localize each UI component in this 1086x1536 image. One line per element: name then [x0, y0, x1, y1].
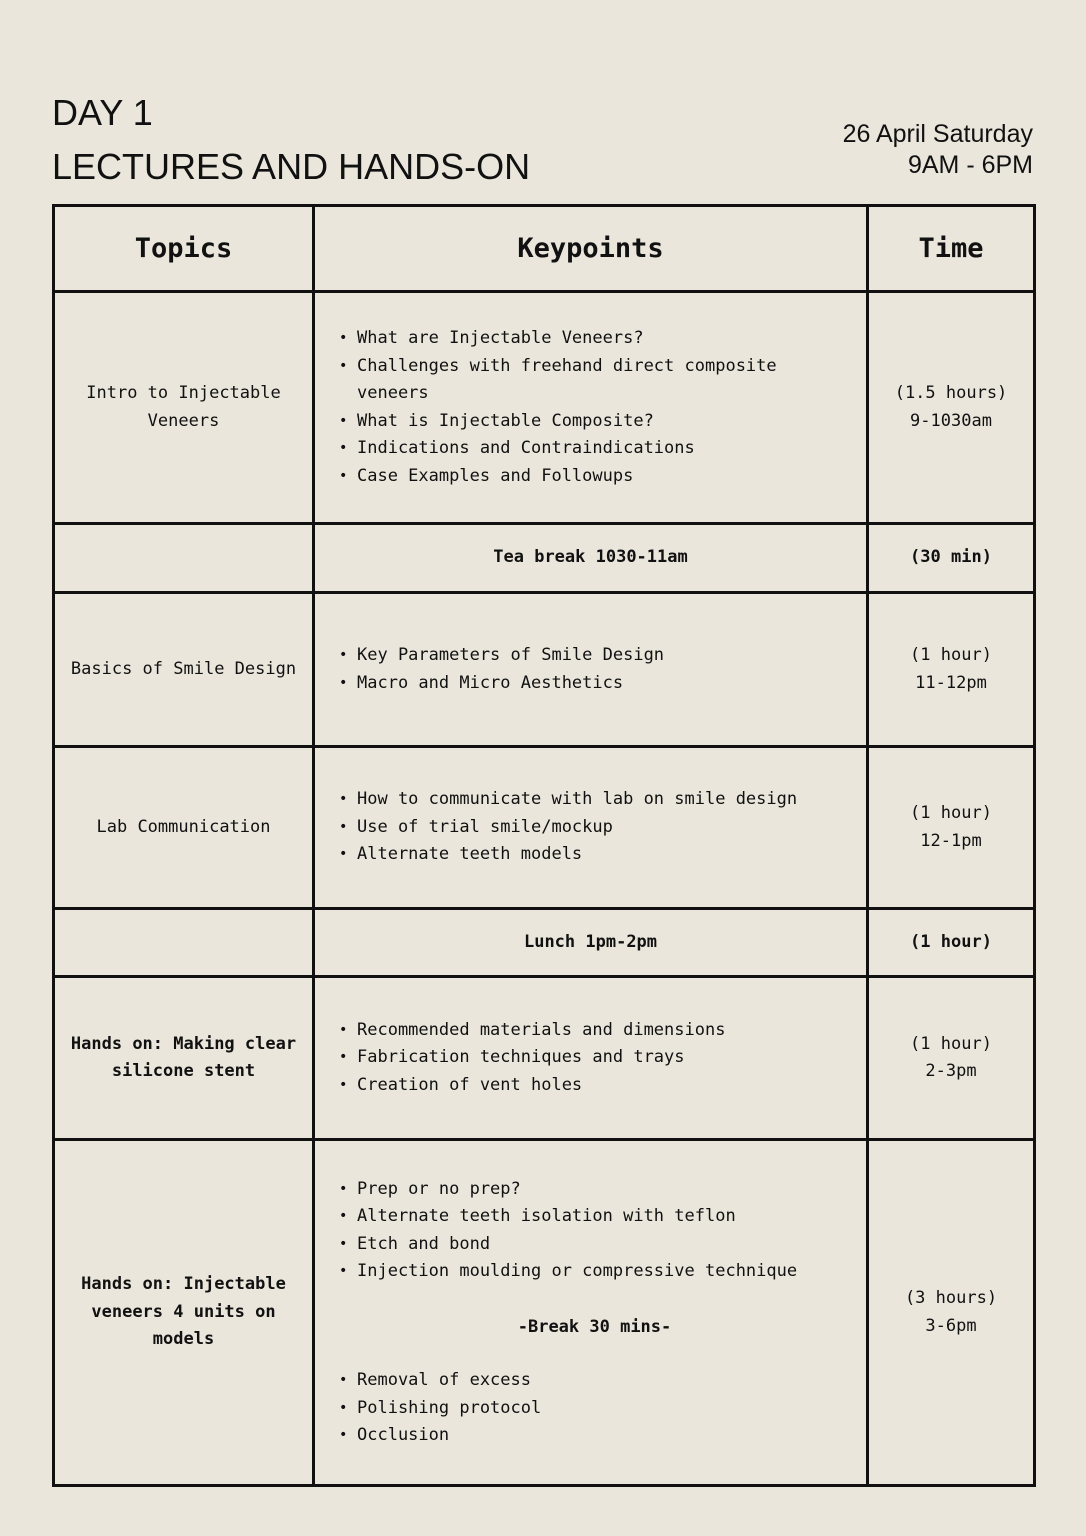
- table-row: [54, 593, 1035, 747]
- duration-text: (1 hour): [910, 803, 992, 823]
- header-topics: Topics: [54, 206, 314, 292]
- duration-text: (1.5 hours): [894, 383, 1008, 403]
- break-row: [54, 524, 1035, 593]
- time-range-text: 11-12pm: [915, 672, 987, 693]
- list-item: • Etch and bond: [357, 1231, 856, 1259]
- time-cell: [868, 292, 1035, 524]
- time-range-text: 12-1pm: [920, 830, 982, 851]
- time-cell: [868, 747, 1035, 909]
- table-row: [54, 292, 1035, 524]
- list-item: • Injection moulding or compressive technique: [357, 1258, 856, 1286]
- break-label: Tea break 1030-11am: [314, 524, 868, 593]
- list-item: • How to communicate with lab on smile design: [357, 786, 856, 814]
- event-date: 26 April Saturday: [842, 120, 1033, 148]
- day-title: DAY 1: [52, 92, 153, 133]
- topic-cell: Lab Communication: [54, 747, 314, 909]
- list-item: • Alternate teeth isolation with teflon: [357, 1203, 856, 1231]
- empty-topic-cell: [54, 909, 314, 977]
- time-cell: [868, 1140, 1035, 1486]
- event-hours: 9AM - 6PM: [907, 151, 1033, 179]
- duration-text: (1 hour): [910, 1033, 992, 1054]
- topic-cell: Basics of Smile Design: [54, 593, 314, 747]
- break-duration: (1 hour): [868, 909, 1035, 977]
- page-heading: [52, 86, 530, 194]
- list-item: • Case Examples and Followups: [357, 463, 856, 491]
- keypoints-cell: [314, 292, 868, 524]
- inner-break-label: -Break 30 mins-: [517, 1316, 672, 1337]
- break-label: Lunch 1pm-2pm: [314, 909, 868, 977]
- list-item: • What is Injectable Composite?: [357, 408, 856, 436]
- list-item: • Removal of excess: [357, 1367, 856, 1395]
- list-item: • Occlusion: [357, 1422, 856, 1450]
- keypoints-cell: [314, 593, 868, 747]
- date-block: [843, 119, 1033, 181]
- time-cell: [868, 977, 1035, 1140]
- empty-topic-cell: [54, 524, 314, 593]
- keypoints-cell: [314, 977, 868, 1140]
- list-item: • Challenges with freehand direct composite veneers: [357, 353, 856, 408]
- duration-text: (1 hour): [910, 645, 992, 665]
- list-item: • Prep or no prep?: [357, 1176, 856, 1204]
- break-duration: (30 min): [868, 524, 1035, 593]
- table-row: [54, 977, 1035, 1140]
- time-cell: [868, 593, 1035, 747]
- schedule-table: [52, 204, 1036, 1487]
- keypoints-list: [333, 1017, 856, 1100]
- list-item: • Indications and Contraindications: [357, 435, 856, 463]
- keypoints-list: [333, 786, 856, 869]
- list-item: • Recommended materials and dimensions: [357, 1017, 856, 1045]
- header-time: Time: [868, 206, 1035, 292]
- keypoints-list: [333, 1176, 856, 1286]
- topic-cell: Hands on: Injectable veneers 4 units on models: [54, 1140, 314, 1486]
- schedule-table-container: [52, 204, 1033, 1484]
- time-range-text: 9-1030am: [910, 410, 992, 431]
- duration-text: (3 hours): [904, 1288, 998, 1308]
- keypoints-list: [333, 1367, 856, 1450]
- keypoints-cell: [314, 747, 868, 909]
- list-item: • What are Injectable Veneers?: [357, 325, 856, 353]
- list-item: • Fabrication techniques and trays: [357, 1044, 856, 1072]
- table-row: [54, 747, 1035, 909]
- keypoints-cell: [314, 1140, 868, 1486]
- list-item: • Macro and Micro Aesthetics: [357, 670, 856, 698]
- keypoints-list: [333, 642, 856, 697]
- list-item: • Key Parameters of Smile Design: [357, 642, 856, 670]
- header-keypoints: Keypoints: [314, 206, 868, 292]
- time-range-text: 2-3pm: [925, 1061, 977, 1081]
- list-item: • Alternate teeth models: [357, 841, 856, 869]
- section-title: LECTURES AND HANDS-ON: [52, 146, 531, 187]
- list-item: • Polishing protocol: [357, 1395, 856, 1423]
- break-row: [54, 909, 1035, 977]
- time-range-text: 3-6pm: [925, 1315, 977, 1336]
- keypoints-list: [333, 325, 856, 490]
- topic-cell: Intro to Injectable Veneers: [54, 292, 314, 524]
- list-item: • Creation of vent holes: [357, 1072, 856, 1100]
- list-item: • Use of trial smile/mockup: [357, 814, 856, 842]
- table-row: [54, 1140, 1035, 1486]
- table-header-row: [54, 206, 1035, 292]
- topic-cell: Hands on: Making clear silicone stent: [54, 977, 314, 1140]
